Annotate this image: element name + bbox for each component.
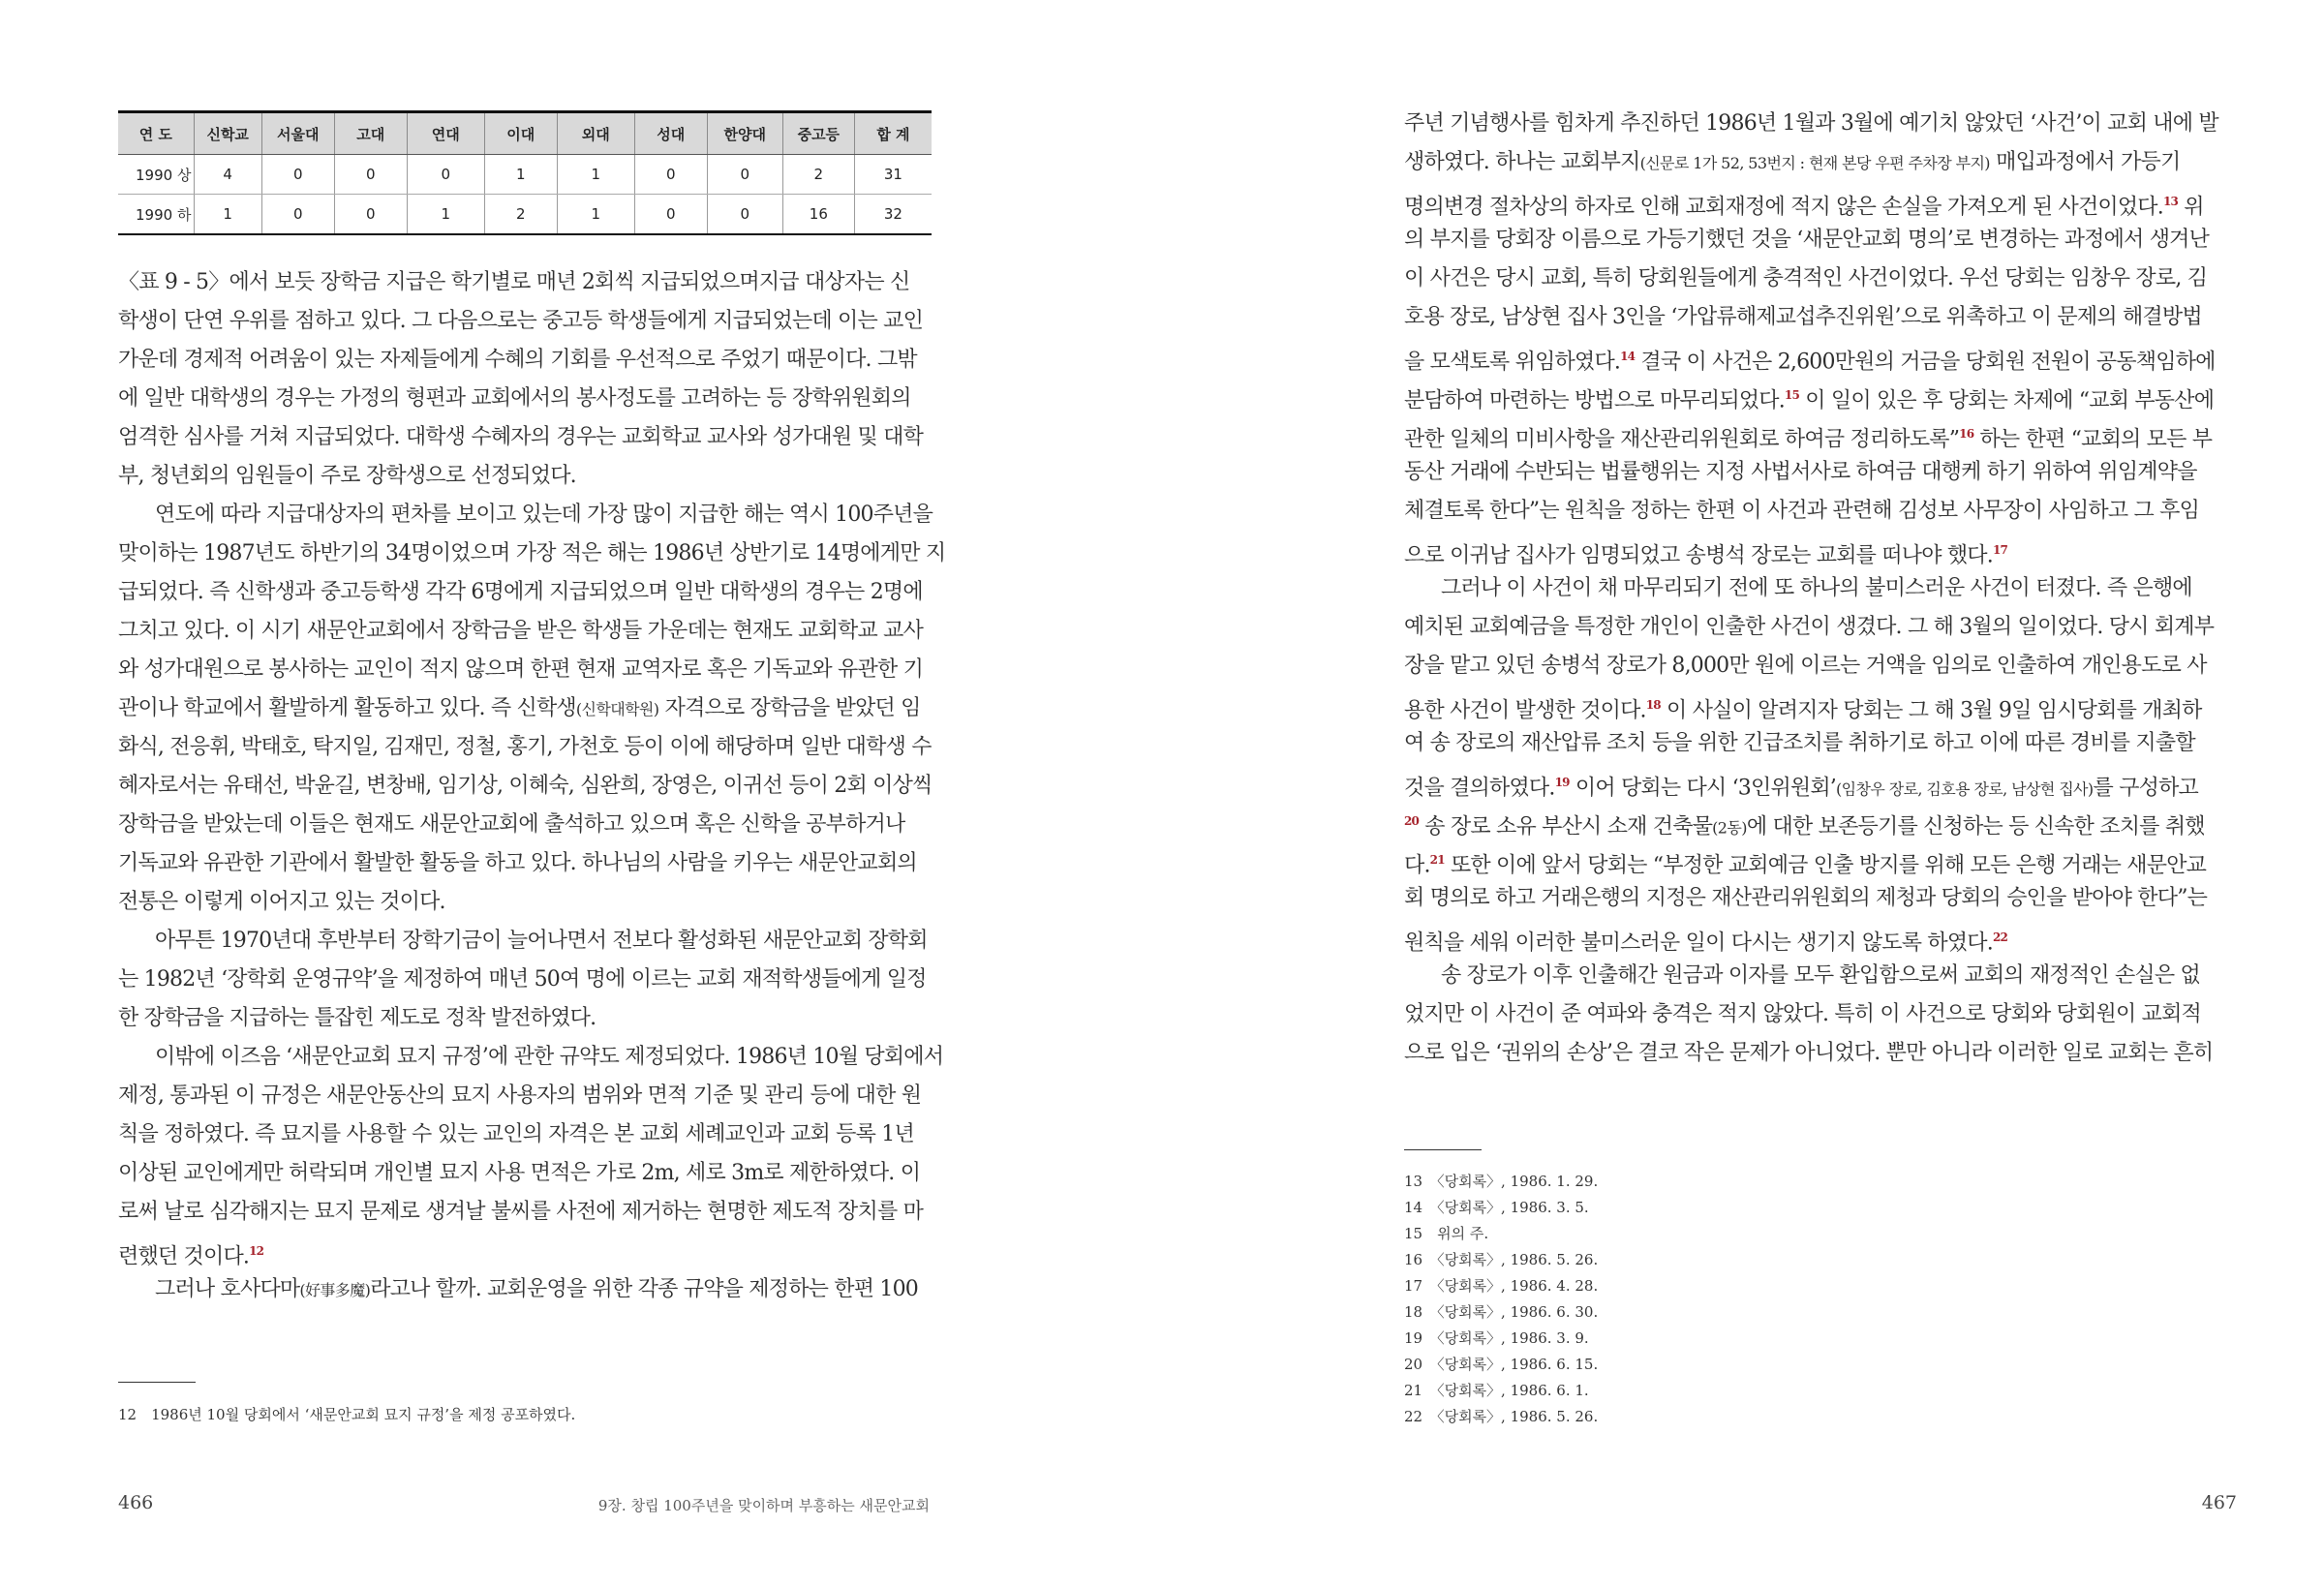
text-line bbox=[118, 1115, 936, 1154]
text-run: 를 구성하고 bbox=[2093, 776, 2199, 801]
text-run: 에 대한 보존등기를 신청하는 등 신속한 조치를 취했 bbox=[1746, 814, 2205, 839]
text-line bbox=[118, 380, 936, 418]
text-run: 호용 장로, 남상현 집사 3인을 ‘가압류해제교섭추진위원’으로 위촉하고 이 문제의 해결방법 bbox=[1404, 305, 2202, 329]
text-line bbox=[118, 534, 946, 573]
text-run: 결국 이 사건은 2,600만원의 거금을 당회원 전원이 공동책임하에 bbox=[1635, 350, 2216, 375]
text-run: 아무튼 1970년대 후반부터 장학기금이 늘어나면서 전보다 활성화된 새문안교회 장학회 bbox=[155, 929, 928, 953]
left-body-text bbox=[118, 263, 946, 1309]
table-cell: 31 bbox=[854, 155, 932, 195]
text-line bbox=[118, 341, 936, 380]
text-line bbox=[1404, 143, 2225, 182]
text-run: 것을 결의하였다. bbox=[1404, 776, 1555, 801]
table-cell: 1 bbox=[557, 155, 634, 195]
inline-note: (好事多魔) bbox=[299, 1281, 371, 1299]
table-cell: 2 bbox=[782, 155, 854, 195]
text-line bbox=[1404, 376, 2225, 414]
table-cell: 0 bbox=[707, 195, 782, 235]
table-cell: 1 bbox=[194, 195, 261, 235]
footnote-ref: 16 bbox=[1959, 427, 1974, 441]
text-run: 제정, 통과된 이 규정은 새문안동산의 묘지 사용자의 범위와 면적 기준 및 관리 등에 대한 원 bbox=[118, 1083, 922, 1108]
text-run: 또한 이에 앞서 당회는 “부정한 교회예금 인출 방지를 위해 모든 은행 거래는 새문안교 bbox=[1444, 853, 2207, 878]
footnote-item: 12 1986년 10월 당회에서 ‘새문안교회 묘지 규정’을 제정 공포하였다. bbox=[118, 1406, 576, 1423]
footnote-item: 17 〈당회록〉, 1986. 4. 28. bbox=[1404, 1277, 1599, 1295]
text-run: 으로 이귀남 집사가 임명되었고 송병석 장로는 교회를 떠나야 했다. bbox=[1404, 543, 1993, 568]
text-line bbox=[118, 1077, 936, 1115]
text-line bbox=[1404, 724, 2225, 763]
footnote-item: 21 〈당회록〉, 1986. 6. 1. bbox=[1404, 1382, 1589, 1399]
inline-note: (신문로 1가 52, 53번지 : 현재 본당 우편 주차장 부지) bbox=[1639, 154, 1990, 172]
scholarship-table bbox=[118, 110, 932, 235]
table-cell: 1 bbox=[557, 195, 634, 235]
footnotes-right bbox=[1404, 1169, 1598, 1430]
table-cell: 1 bbox=[484, 155, 557, 195]
text-line bbox=[1404, 531, 2225, 569]
text-run: 학생이 단연 우위를 점하고 있다. 그 다음으로는 중고등 학생들에게 지급되었는데 이는 교인 bbox=[118, 309, 924, 333]
inline-note: (임창우 장로, 김호용 장로, 남상현 집사) bbox=[1836, 779, 2094, 799]
text-run: 라고나 할까. 교회운영을 위한 각종 규약을 제정하는 한편 100 bbox=[370, 1277, 918, 1301]
text-line bbox=[118, 457, 936, 496]
text-run: 장을 맡고 있던 송병석 장로가 8,000만 원에 이르는 거액을 임의로 인출하여 개인용도로 사 bbox=[1404, 654, 2207, 678]
text-run: 다. bbox=[1404, 853, 1430, 878]
table-header-cell: 외대 bbox=[557, 112, 634, 155]
text-run: 명의변경 절차상의 하자로 인해 교회재정에 적지 않은 손실을 가져오게 된 사건이었다. bbox=[1404, 195, 2163, 220]
inline-note: (2동) bbox=[1712, 818, 1747, 838]
text-run: 매입과정에서 가등기 bbox=[1989, 150, 2181, 174]
text-line bbox=[118, 1038, 944, 1077]
text-run: 관한 일체의 미비사항을 재산관리위원회로 하여금 정리하도록” bbox=[1404, 427, 1960, 452]
footnote-ref: 17 bbox=[1992, 543, 2008, 557]
right-page bbox=[1162, 0, 2324, 1587]
footnote-rule bbox=[1404, 1149, 1482, 1150]
text-line bbox=[118, 496, 936, 534]
table-cell: 0 bbox=[634, 195, 707, 235]
text-run: 원칙을 세워 이러한 불미스러운 일이 다시는 생기지 않도록 하였다. bbox=[1404, 931, 1993, 956]
text-line bbox=[1404, 995, 2225, 1034]
table-cell: 0 bbox=[334, 195, 407, 235]
table-header-cell: 성대 bbox=[634, 112, 707, 155]
footnote-ref: 13 bbox=[2162, 195, 2179, 208]
text-line bbox=[1404, 453, 2225, 492]
footnote-item: 22 〈당회록〉, 1986. 5. 26. bbox=[1404, 1408, 1599, 1425]
text-line bbox=[1404, 840, 2225, 879]
table-cell: 32 bbox=[854, 195, 932, 235]
table-row bbox=[118, 195, 932, 235]
footnote-ref: 21 bbox=[1429, 853, 1445, 867]
text-line bbox=[118, 263, 936, 302]
text-run: 주년 기념행사를 힘차게 추진하던 1986년 1월과 3월에 예기치 않았던 ‘사건’이 교회 내에 발 bbox=[1404, 111, 2218, 136]
text-line bbox=[1404, 569, 2225, 608]
text-line bbox=[118, 961, 936, 999]
table-header-cell: 연대 bbox=[407, 112, 484, 155]
footnote-ref: 14 bbox=[1620, 350, 1636, 363]
text-run: 송 장로 소유 부산시 소재 건축물 bbox=[1419, 814, 1713, 839]
table-header-cell: 신학교 bbox=[194, 112, 261, 155]
text-line bbox=[118, 922, 936, 961]
text-run: 었지만 이 사건이 준 여파와 충격은 적지 않았다. 특히 이 사건으로 당회와 당회원이 교회적 bbox=[1404, 1002, 2201, 1026]
text-line bbox=[118, 883, 936, 922]
text-line bbox=[1404, 608, 2225, 647]
text-run: 이밖에 이즈음 ‘새문안교회 묘지 규정’에 관한 규약도 제정되었다. 1986년 10월 당회에서 bbox=[155, 1045, 944, 1069]
footnote-ref: 19 bbox=[1554, 776, 1570, 789]
footnote-ref: 15 bbox=[1784, 388, 1800, 402]
footnote-item: 20 〈당회록〉, 1986. 6. 15. bbox=[1404, 1356, 1599, 1373]
text-run: 한 장학금을 지급하는 틀잡힌 제도로 정착 발전하였다. bbox=[118, 1006, 596, 1030]
text-run: 련했던 것이다. bbox=[118, 1244, 250, 1269]
text-run: 으로 입은 ‘권위의 손상’은 결코 작은 문제가 아니었다. 뿐만 아니라 이러한 일로 교회는 흔히 bbox=[1404, 1041, 2214, 1065]
text-run: 부, 청년회의 임원들이 주로 장학생으로 선정되었다. bbox=[118, 464, 576, 488]
text-run: 는 1982년 ‘장학회 운영규약’을 제정하여 매년 50여 명에 이르는 교회 재적학생들에게 일정 bbox=[118, 967, 927, 992]
footnote-item: 14 〈당회록〉, 1986. 3. 5. bbox=[1404, 1199, 1589, 1216]
text-run: 이 일이 있은 후 당회는 차제에 “교회 부동산에 bbox=[1799, 388, 2215, 413]
text-line bbox=[1404, 686, 2225, 724]
text-run: 회 명의로 하고 거래은행의 지정은 재산관리위원회의 제청과 당회의 승인을 받아야 한다”는 bbox=[1404, 886, 2208, 910]
text-line bbox=[118, 1270, 936, 1309]
text-run: 예치된 교회예금을 특정한 개인이 인출한 사건이 생겼다. 그 해 3월의 일이었다. 당시 회계부 bbox=[1404, 615, 2215, 639]
text-run: 에 일반 대학생의 경우는 가정의 형편과 교회에서의 봉사정도를 고려하는 등 장학위원회의 bbox=[118, 386, 911, 411]
table-header-cell: 고대 bbox=[334, 112, 407, 155]
footnote-item: 16 〈당회록〉, 1986. 5. 26. bbox=[1404, 1251, 1599, 1268]
table-cell: 1990 하 bbox=[118, 195, 194, 235]
text-line bbox=[118, 767, 936, 806]
text-line bbox=[118, 689, 936, 728]
text-line bbox=[118, 728, 936, 767]
text-run: 용한 사건이 발생한 것이다. bbox=[1404, 698, 1646, 723]
table-cell: 16 bbox=[782, 195, 854, 235]
table-cell: 0 bbox=[261, 155, 334, 195]
table-header-cell: 연 도 bbox=[118, 112, 194, 155]
text-line bbox=[118, 612, 936, 651]
table-cell: 0 bbox=[261, 195, 334, 235]
text-run: 전통은 이렇게 이어지고 있는 것이다. bbox=[118, 890, 445, 914]
text-run: 장학금을 받았는데 이들은 현재도 새문안교회에 출석하고 있으며 혹은 신학을 공부하거나 bbox=[118, 812, 905, 837]
text-line bbox=[118, 1154, 936, 1193]
text-line bbox=[118, 418, 936, 457]
footnote-item: 19 〈당회록〉, 1986. 3. 9. bbox=[1404, 1329, 1589, 1347]
text-run: 로써 날로 심각해지는 묘지 문제로 생겨날 불씨를 사전에 제거하는 현명한 제도적 장치를 마 bbox=[118, 1200, 924, 1224]
table-cell: 1 bbox=[407, 195, 484, 235]
table-header-cell: 한양대 bbox=[707, 112, 782, 155]
text-line bbox=[118, 302, 936, 341]
text-run: 급되었다. 즉 신학생과 중고등학생 각각 6명에게 지급되었으며 일반 대학생의 경우는 2명에 bbox=[118, 580, 923, 604]
text-run: 이 사실이 알려지자 당회는 그 해 3월 9일 임시당회를 개최하 bbox=[1660, 698, 2202, 723]
text-run: 하는 한편 “교회의 모든 부 bbox=[1973, 427, 2213, 452]
text-run: 을 모색토록 위임하였다. bbox=[1404, 350, 1621, 375]
text-run: 맞이하는 1987년도 하반기의 34명이었으며 가장 적은 해는 1986년 상반기로 14명에게만 지 bbox=[118, 541, 946, 565]
text-line bbox=[1404, 492, 2225, 531]
text-run: 이 사건은 당시 교회, 특히 당회원들에게 충격적인 사건이었다. 우선 당회는 임창우 장로, 김 bbox=[1404, 266, 2208, 290]
text-run: 엄격한 심사를 거쳐 지급되었다. 대학생 수혜자의 경우는 교회학교 교사와 성가대원 및 대학 bbox=[118, 425, 924, 449]
text-line bbox=[118, 1193, 936, 1232]
text-run: 자격으로 장학금을 받았던 임 bbox=[658, 696, 921, 720]
text-run: 송 장로가 이후 인출해간 원금과 이자를 모두 환입함으로써 교회의 재정적인 손실은 없 bbox=[1441, 963, 2200, 988]
text-run: 혜자로서는 유태선, 박윤길, 변창배, 임기상, 이혜숙, 심완희, 장영은, 이귀선 등이 2회 이상씩 bbox=[118, 774, 933, 798]
table-cell: 0 bbox=[707, 155, 782, 195]
text-run: 〈표 9 - 5〉에서 보듯 장학금 지급은 학기별로 매년 2회씩 지급되었으며지급 대상자는 신 bbox=[118, 270, 910, 294]
table-cell: 4 bbox=[194, 155, 261, 195]
table-header-cell: 합 계 bbox=[854, 112, 932, 155]
text-run: 위 bbox=[2178, 195, 2204, 220]
text-run: 칙을 정하였다. 즉 묘지를 사용할 수 있는 교인의 자격은 본 교회 세례교인과 교회 등록 1년 bbox=[118, 1122, 914, 1146]
text-run: 그러나 호사다마 bbox=[155, 1277, 300, 1301]
text-line bbox=[118, 806, 936, 844]
text-line bbox=[1404, 1034, 2225, 1073]
table-header-cell: 서울대 bbox=[261, 112, 334, 155]
footnote-ref: 22 bbox=[1992, 931, 2008, 944]
text-run: 관이나 학교에서 활발하게 활동하고 있다. 즉 신학생 bbox=[118, 696, 576, 720]
text-run: 이상된 교인에게만 허락되며 개인별 묘지 사용 면적은 가로 2m, 세로 3m로 제한하였다. 이 bbox=[118, 1161, 921, 1185]
footnote-item: 13 〈당회록〉, 1986. 1. 29. bbox=[1404, 1173, 1599, 1190]
text-line bbox=[118, 1232, 936, 1270]
text-run: 화식, 전응휘, 박태호, 탁지일, 김재민, 정철, 홍기, 가천호 등이 이에 해당하며 일반 대학생 수 bbox=[118, 735, 932, 759]
text-line bbox=[1404, 647, 2225, 686]
table-cell: 0 bbox=[334, 155, 407, 195]
text-run: 의 부지를 당회장 이름으로 가등기했던 것을 ‘새문안교회 명의’로 변경하는 과정에서 생겨난 bbox=[1404, 228, 2210, 252]
inline-note: (신학대학원) bbox=[575, 700, 659, 718]
table-header-cell: 중고등 bbox=[782, 112, 854, 155]
text-run: 기독교와 유관한 기관에서 활발한 활동을 하고 있다. 하나님의 사람을 키우는 새문안교회의 bbox=[118, 851, 917, 875]
text-line bbox=[1404, 182, 2225, 221]
text-line bbox=[1404, 105, 2225, 143]
text-line bbox=[1404, 259, 2225, 298]
text-run: 가운데 경제적 어려움이 있는 자제들에게 수혜의 기회를 우선적으로 주었기 때문이다. 그밖 bbox=[118, 348, 917, 372]
footnotes-left bbox=[118, 1402, 575, 1428]
text-run: 분담하여 마련하는 방법으로 마무리되었다. bbox=[1404, 388, 1785, 413]
footnote-ref: 18 bbox=[1645, 698, 1661, 712]
page-number: 467 bbox=[2201, 1492, 2237, 1513]
footnote-item: 18 〈당회록〉, 1986. 6. 30. bbox=[1404, 1303, 1599, 1321]
table-cell: 0 bbox=[634, 155, 707, 195]
text-line bbox=[1404, 802, 2225, 840]
right-body-text bbox=[1404, 105, 2225, 1073]
text-line bbox=[1404, 337, 2225, 376]
text-run: 와 성가대원으로 봉사하는 교인이 적지 않으며 한편 현재 교역자로 혹은 기독교와 유관한 기 bbox=[118, 657, 924, 682]
footnote-ref: 20 bbox=[1404, 814, 1420, 828]
text-run: 연도에 따라 지급대상자의 편차를 보이고 있는데 가장 많이 지급한 해는 역시 100주년을 bbox=[155, 503, 933, 527]
text-run: 그치고 있다. 이 시기 새문안교회에서 장학금을 받은 학생들 가운데는 현재도 교회학교 교사 bbox=[118, 619, 924, 643]
text-line bbox=[118, 651, 936, 689]
page-number: 466 bbox=[118, 1492, 154, 1513]
table-header-row bbox=[118, 112, 932, 155]
table-cell: 0 bbox=[407, 155, 484, 195]
table-header-cell: 이대 bbox=[484, 112, 557, 155]
text-line bbox=[1404, 918, 2225, 957]
text-line bbox=[1404, 957, 2225, 995]
text-run: 그러나 이 사건이 채 마무리되기 전에 또 하나의 불미스러운 사건이 터졌다. 즉 은행에 bbox=[1441, 576, 2192, 600]
text-line bbox=[1404, 414, 2225, 453]
text-line bbox=[118, 999, 936, 1038]
footnote-rule bbox=[118, 1382, 196, 1383]
text-line bbox=[1404, 879, 2225, 918]
text-run: 동산 거래에 수반되는 법률행위는 지정 사법서사로 하여금 대행케 하기 위하여 위임계약을 bbox=[1404, 460, 2197, 484]
text-run: 이어 당회는 다시 ‘3인위원회’ bbox=[1569, 776, 1837, 801]
text-line bbox=[1404, 763, 2225, 802]
text-run: 체결토록 한다”는 원칙을 정하는 한편 이 사건과 관련해 김성보 사무장이 사임하고 그 후임 bbox=[1404, 499, 2200, 523]
text-run: 생하였다. 하나는 교회부지 bbox=[1404, 150, 1640, 174]
text-line bbox=[118, 844, 936, 883]
table-cell: 2 bbox=[484, 195, 557, 235]
table-row bbox=[118, 155, 932, 195]
text-line bbox=[118, 573, 936, 612]
footnote-ref: 12 bbox=[249, 1244, 264, 1258]
text-run: 여 송 장로의 재산압류 조치 등을 위한 긴급조치를 취하기로 하고 이에 따른 경비를 지출할 bbox=[1404, 731, 2195, 755]
footnote-item: 15 위의 주. bbox=[1404, 1225, 1489, 1242]
text-line bbox=[1404, 221, 2225, 259]
running-head: 9장. 창립 100주년을 맞이하며 부흥하는 새문안교회 bbox=[597, 1497, 930, 1514]
table-cell: 1990 상 bbox=[118, 155, 194, 195]
text-line bbox=[1404, 298, 2225, 337]
